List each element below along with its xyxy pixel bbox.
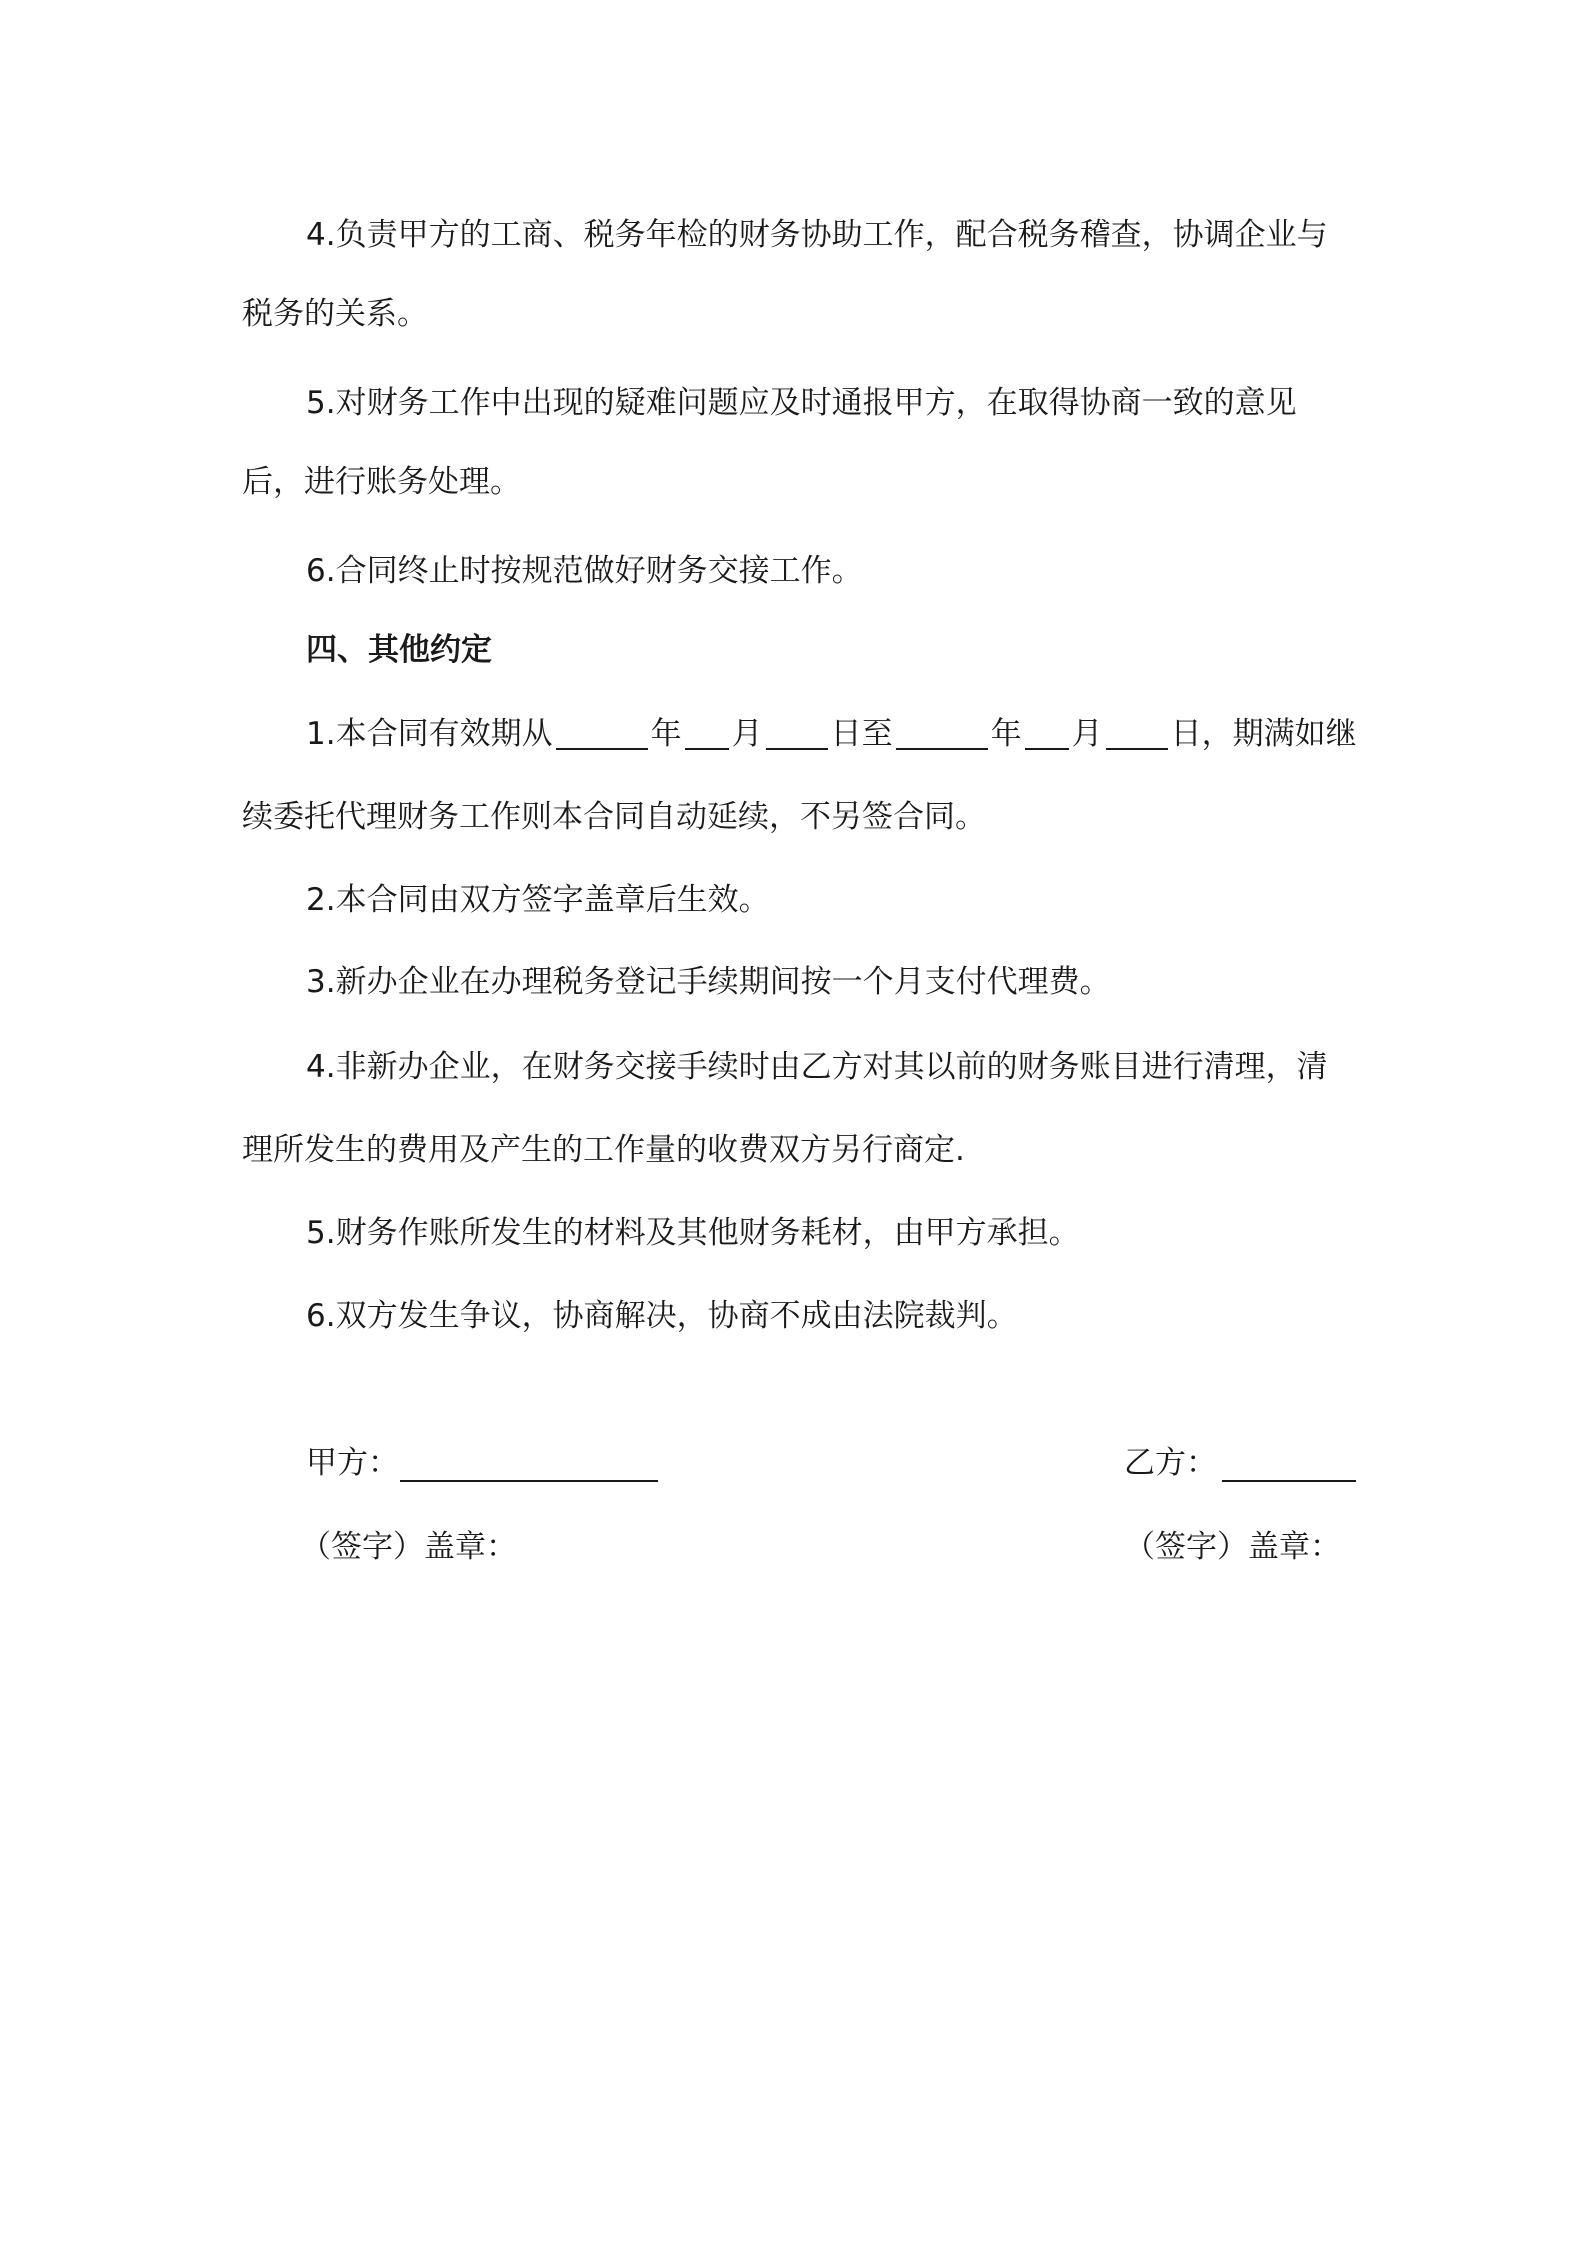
clause-4-4-line-2: 理所发生的费用及产生的工作量的收费双方另行商定.: [242, 1132, 965, 1168]
clause-4-3: 3.新办企业在办理税务登记手续期间按一个月支付代理费。: [306, 964, 1111, 1000]
party-a-label: 甲方：: [306, 1445, 399, 1481]
label-month-2: 月: [1071, 716, 1103, 752]
clause-4-4-line-1: 4.非新办企业，在财务交接手续时由乙方对其以前的财务账目进行清理，清: [306, 1049, 1328, 1085]
blank-day-start[interactable]: [766, 718, 828, 750]
label-year-1: 年: [650, 716, 682, 752]
clause-3-6: 6.合同终止时按规范做好财务交接工作。: [306, 553, 863, 589]
clause-3-4-line-2: 税务的关系。: [242, 296, 428, 332]
blank-year-start[interactable]: [556, 718, 648, 750]
clause-4-6: 6.双方发生争议，协商解决，协商不成由法院裁判。: [306, 1298, 1018, 1334]
blank-day-end[interactable]: [1106, 718, 1168, 750]
clause-4-1-prefix: 1.本合同有效期从: [306, 716, 553, 752]
label-day-2: 日，期满如继: [1170, 716, 1357, 752]
party-a-seal-label: （签字）盖章：: [300, 1529, 517, 1565]
section-4-heading: 四、其他约定: [306, 632, 492, 668]
label-month-1: 月: [731, 716, 763, 752]
label-day-1: 日至: [830, 716, 893, 752]
party-a-signature-line[interactable]: [400, 1478, 658, 1482]
blank-month-end[interactable]: [1025, 718, 1069, 750]
blank-month-start[interactable]: [685, 718, 729, 750]
clause-4-1-line-2: 续委托代理财务工作则本合同自动延续，不另签合同。: [242, 799, 986, 835]
clause-3-5-line-1: 5.对财务工作中出现的疑难问题应及时通报甲方，在取得协商一致的意见: [306, 385, 1297, 421]
clause-4-1-line-1: [306, 714, 1426, 754]
label-year-2: 年: [990, 716, 1022, 752]
clause-3-4-line-1: 4.负责甲方的工商、税务年检的财务协助工作，配合税务稽查，协调企业与: [306, 217, 1328, 253]
clause-3-5-line-2: 后，进行账务处理。: [242, 464, 521, 500]
party-b-seal-label: （签字）盖章：: [1124, 1529, 1341, 1565]
blank-year-end[interactable]: [896, 718, 988, 750]
clause-4-5: 5.财务作账所发生的材料及其他财务耗材，由甲方承担。: [306, 1215, 1080, 1251]
party-b-label: 乙方：: [1124, 1445, 1217, 1481]
clause-4-2: 2.本合同由双方签字盖章后生效。: [306, 882, 770, 918]
party-b-signature-line[interactable]: [1222, 1478, 1356, 1482]
